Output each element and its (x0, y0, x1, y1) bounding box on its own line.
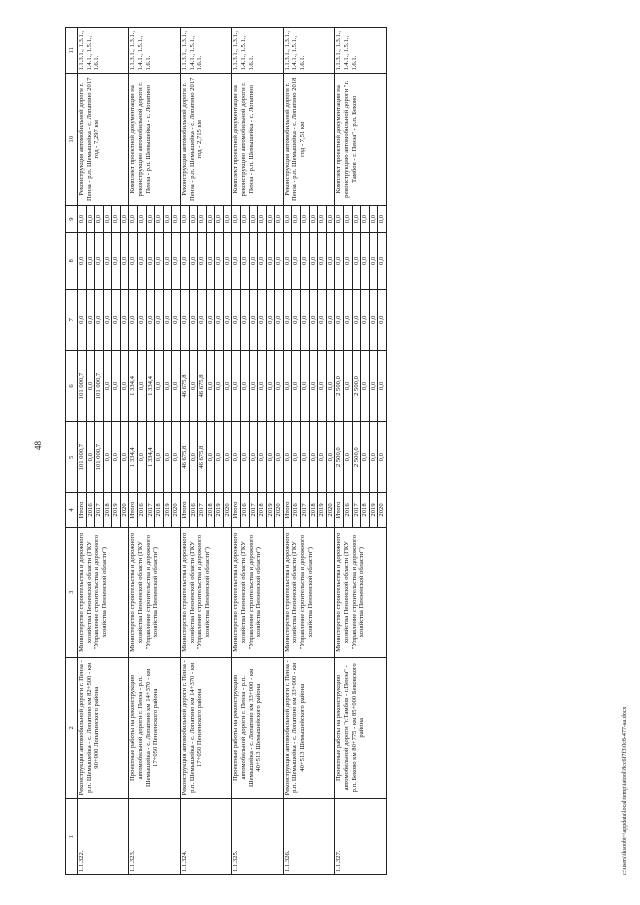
value-cell: 0,0 (163, 233, 172, 289)
col-header: 5 (66, 422, 78, 493)
value-cell: 0,0 (283, 206, 292, 233)
value-cell: 0,0 (103, 233, 112, 289)
year-cell: 2018 (103, 493, 112, 527)
year-cell: 2017 (352, 493, 361, 527)
year-cell: 2018 (258, 493, 267, 527)
year-cell: 2020 (223, 493, 232, 527)
value-cell: 0,0 (378, 422, 387, 493)
year-cell: 2019 (163, 493, 172, 527)
footer-file-path: c:\users\iksoobi~\appdata\local\temp\iatool\8cc6f7f3\0c8-477-aa.docx (622, 706, 628, 875)
value-cell: 0,0 (309, 289, 318, 350)
value-cell: 0,0 (343, 350, 352, 421)
table-body (78, 28, 387, 875)
value-cell: 0,0 (318, 350, 327, 421)
year-cell: 2016 (343, 493, 352, 527)
item-indicators: 1.1.3.1., 1.3.1., 1.4.1., 1.5.1., 1.6.1. (129, 28, 180, 74)
value-cell: 0,0 (223, 422, 232, 493)
table-row (180, 28, 189, 875)
value-cell: 0,0 (163, 289, 172, 350)
value-cell: 0,0 (343, 206, 352, 233)
value-cell: 0,0 (301, 206, 310, 233)
value-cell: 0,0 (215, 233, 224, 289)
value-cell: 0,0 (292, 289, 301, 350)
value-cell: 0,0 (120, 206, 129, 233)
item-indicators: 1.1.3.1., 1.3.1., 1.4.1., 1.5.1., 1.6.1. (78, 28, 129, 74)
value-cell: 0,0 (258, 350, 267, 421)
value-cell: 0,0 (378, 350, 387, 421)
value-cell: 0,0 (292, 350, 301, 421)
value-cell: 0,0 (258, 422, 267, 493)
value-cell: 0,0 (352, 206, 361, 233)
value-cell: 0,0 (266, 206, 275, 233)
value-cell: 46 675,8 (180, 350, 189, 421)
value-cell: 0,0 (240, 289, 249, 350)
value-cell: 0,0 (223, 350, 232, 421)
value-cell: 0,0 (103, 289, 112, 350)
item-indicators: 1.1.3.1., 1.3.1., 1.4.1., 1.5.1., 1.6.1. (232, 28, 283, 74)
value-cell: 0,0 (275, 350, 284, 421)
page-number: 48 (33, 441, 43, 450)
value-cell: 0,0 (138, 422, 147, 493)
item-name: Реконструкция автомобильной дороги г. Пенза - р.п. Шемышейка - с. Лопатино км 33+000 - км 40+513 Шемышейского района (283, 657, 334, 798)
value-cell: 0,0 (318, 289, 327, 350)
value-cell: 0,0 (120, 350, 129, 421)
value-cell: 0,0 (172, 422, 181, 493)
value-cell: 0,0 (163, 422, 172, 493)
value-cell: 0,0 (198, 206, 207, 233)
year-cell: 2020 (172, 493, 181, 527)
item-executor: Министерство строительства и дорожного хозяйства Пензенской области (ГКУ "Управление строительства и дорожного хозяйства Пензенской области") (180, 527, 231, 657)
value-cell: 0,0 (318, 233, 327, 289)
value-cell: 0,0 (335, 233, 344, 289)
year-cell: 2020 (275, 493, 284, 527)
year-cell: 2019 (215, 493, 224, 527)
value-cell: 0,0 (361, 422, 370, 493)
value-cell: 0,0 (146, 289, 155, 350)
value-cell: 0,0 (266, 233, 275, 289)
value-cell: 0,0 (361, 206, 370, 233)
value-cell: 0,0 (78, 289, 87, 350)
value-cell: 0,0 (78, 206, 87, 233)
value-cell: 1 334,4 (146, 350, 155, 421)
value-cell: 0,0 (326, 233, 335, 289)
year-cell: 2017 (249, 493, 258, 527)
value-cell: 0,0 (206, 289, 215, 350)
col-header: 6 (66, 350, 78, 421)
year-cell: Итого (78, 493, 87, 527)
value-cell: 0,0 (189, 206, 198, 233)
table-row (129, 28, 138, 875)
value-cell: 0,0 (129, 289, 138, 350)
value-cell: 0,0 (189, 289, 198, 350)
value-cell: 0,0 (240, 350, 249, 421)
item-result: Реконструкция автомобильной дороги г. Пенза - р.п. Шемышейка - с. Лопатино 2018 год - 7,51 км (283, 73, 334, 206)
value-cell: 0,0 (292, 422, 301, 493)
col-header: 9 (66, 206, 78, 233)
year-cell: 2020 (326, 493, 335, 527)
value-cell: 0,0 (180, 289, 189, 350)
item-name: Реконструкция автомобильной дороги г. Пенза - р.п. Шемышейка - с. Лопатино км 82+500 - км 90+000 Лопатинского района (78, 657, 129, 798)
value-cell: 0,0 (292, 233, 301, 289)
value-cell: 0,0 (112, 206, 121, 233)
year-cell: 2018 (309, 493, 318, 527)
value-cell: 0,0 (215, 422, 224, 493)
value-cell: 0,0 (138, 233, 147, 289)
value-cell: 101 000,7 (78, 422, 87, 493)
value-cell: 0,0 (249, 206, 258, 233)
item-name: Проектные работы на реконструкцию автомобильной дороги г. Пенза - р.п. Шемышейка - с. Лопатино км 14+370 - км 17+050 Пензенского района (129, 657, 180, 798)
year-cell: 2019 (266, 493, 275, 527)
year-cell: 2016 (240, 493, 249, 527)
year-cell: Итого (283, 493, 292, 527)
value-cell: 0,0 (215, 289, 224, 350)
value-cell: 0,0 (343, 289, 352, 350)
value-cell: 0,0 (95, 233, 104, 289)
value-cell: 0,0 (326, 422, 335, 493)
item-executor: Министерство строительства и дорожного хозяйства Пензенской области (ГКУ "Управление строительства и дорожного хозяйства Пензенской области") (232, 527, 283, 657)
value-cell: 0,0 (240, 206, 249, 233)
table-row (232, 28, 241, 875)
value-cell: 0,0 (138, 206, 147, 233)
value-cell: 0,0 (86, 233, 95, 289)
item-result: Комплект проектной документации на реконструкцию автомобильной дороги г. Пенза - р.п. Шемышейка - с. Лопатино (129, 73, 180, 206)
value-cell: 0,0 (369, 422, 378, 493)
item-number: 1.1.324. (180, 798, 231, 874)
value-cell: 0,0 (309, 422, 318, 493)
value-cell: 0,0 (163, 350, 172, 421)
year-cell: 2017 (198, 493, 207, 527)
item-executor: Министерство строительства и дорожного хозяйства Пензенской области (ГКУ "Управление строительства и дорожного хозяйства Пензенской области") (129, 527, 180, 657)
value-cell: 0,0 (112, 350, 121, 421)
value-cell: 0,0 (240, 233, 249, 289)
col-header: 1 (66, 798, 78, 874)
year-cell: 2017 (95, 493, 104, 527)
value-cell: 0,0 (275, 289, 284, 350)
item-result: Реконструкция автомобильной дороги г. Пенза - р.п. Шемышейка - с. Лопатино 2017 год - 7,297 км (78, 73, 129, 206)
value-cell: 0,0 (103, 206, 112, 233)
item-result: Реконструкция автомобильной дороги г. Пенза - р.п. Шемышейка - с. Лопатино 2017 год - 2,715 км (180, 73, 231, 206)
value-cell: 0,0 (206, 233, 215, 289)
item-result: Комплект проектной документации на реконструкцию автомобильной дороги "г. Тамбов - г. Пенза" - р.п. Беково (335, 73, 386, 206)
value-cell: 0,0 (343, 233, 352, 289)
value-cell: 0,0 (232, 422, 241, 493)
item-number: 1.1.327. (335, 798, 386, 874)
col-header: 11 (66, 28, 78, 74)
value-cell: 0,0 (361, 233, 370, 289)
value-cell: 0,0 (283, 422, 292, 493)
year-cell: 2017 (301, 493, 310, 527)
value-cell: 0,0 (95, 206, 104, 233)
value-cell: 0,0 (189, 422, 198, 493)
year-cell: 2019 (112, 493, 121, 527)
value-cell: 0,0 (129, 206, 138, 233)
value-cell: 0,0 (326, 350, 335, 421)
value-cell: 0,0 (112, 289, 121, 350)
value-cell: 0,0 (172, 206, 181, 233)
year-cell: 2016 (292, 493, 301, 527)
col-header: 4 (66, 493, 78, 527)
value-cell: 0,0 (155, 289, 164, 350)
value-cell: 0,0 (86, 422, 95, 493)
value-cell: 0,0 (283, 233, 292, 289)
value-cell: 0,0 (309, 350, 318, 421)
value-cell: 0,0 (301, 233, 310, 289)
value-cell: 0,0 (138, 350, 147, 421)
value-cell: 0,0 (163, 206, 172, 233)
value-cell: 46 675,8 (198, 422, 207, 493)
value-cell: 0,0 (103, 422, 112, 493)
item-executor: Министерство строительства и дорожного хозяйства Пензенской области (ГКУ "Управление строительства и дорожного хозяйства Пензенской области") (283, 527, 334, 657)
value-cell: 0,0 (249, 289, 258, 350)
value-cell: 0,0 (155, 422, 164, 493)
value-cell: 0,0 (223, 233, 232, 289)
value-cell: 1 334,4 (129, 350, 138, 421)
year-cell: 2018 (361, 493, 370, 527)
value-cell: 0,0 (378, 233, 387, 289)
item-number: 1.1.323. (129, 798, 180, 874)
item-number: 1.1.326. (283, 798, 334, 874)
value-cell: 0,0 (86, 350, 95, 421)
value-cell: 0,0 (318, 206, 327, 233)
year-cell: 2016 (189, 493, 198, 527)
value-cell: 2 500,0 (335, 350, 344, 421)
item-name: Проектные работы на реконструкцию автомобильной дороги г. Пенза - р.п. Шемышейка - с. Лопатино км 33+000 - км 40+513 Шемышейского района (232, 657, 283, 798)
value-cell: 0,0 (206, 422, 215, 493)
value-cell: 0,0 (206, 350, 215, 421)
year-cell: 2018 (155, 493, 164, 527)
value-cell: 0,0 (232, 233, 241, 289)
value-cell: 0,0 (155, 350, 164, 421)
value-cell: 0,0 (112, 233, 121, 289)
value-cell: 0,0 (343, 422, 352, 493)
value-cell: 0,0 (369, 233, 378, 289)
table-row (283, 28, 292, 875)
year-cell: 2019 (369, 493, 378, 527)
value-cell: 0,0 (180, 206, 189, 233)
col-header: 10 (66, 73, 78, 206)
value-cell: 2 500,0 (352, 350, 361, 421)
value-cell: 0,0 (275, 233, 284, 289)
value-cell: 0,0 (172, 289, 181, 350)
value-cell: 0,0 (258, 233, 267, 289)
value-cell: 0,0 (155, 206, 164, 233)
value-cell: 101 000,7 (78, 350, 87, 421)
value-cell: 0,0 (352, 233, 361, 289)
value-cell: 46 675,8 (198, 350, 207, 421)
value-cell: 0,0 (283, 350, 292, 421)
value-cell: 101 000,7 (95, 350, 104, 421)
value-cell: 0,0 (301, 422, 310, 493)
value-cell: 0,0 (266, 422, 275, 493)
value-cell: 0,0 (258, 206, 267, 233)
year-cell: Итого (232, 493, 241, 527)
value-cell: 0,0 (309, 233, 318, 289)
value-cell: 0,0 (232, 350, 241, 421)
value-cell: 1 334,4 (146, 422, 155, 493)
table-row (78, 28, 87, 875)
value-cell: 0,0 (326, 206, 335, 233)
value-cell: 0,0 (326, 289, 335, 350)
year-cell: 2016 (138, 493, 147, 527)
value-cell: 0,0 (266, 350, 275, 421)
value-cell: 0,0 (378, 206, 387, 233)
column-number-row (66, 28, 78, 875)
value-cell: 0,0 (283, 289, 292, 350)
year-cell: 2016 (86, 493, 95, 527)
value-cell: 0,0 (189, 233, 198, 289)
value-cell: 0,0 (361, 289, 370, 350)
value-cell: 0,0 (223, 289, 232, 350)
value-cell: 0,0 (292, 206, 301, 233)
year-cell: 2019 (318, 493, 327, 527)
year-cell: 2017 (146, 493, 155, 527)
value-cell: 0,0 (95, 289, 104, 350)
value-cell: 1 334,4 (129, 422, 138, 493)
table-row (335, 28, 344, 875)
year-cell: Итого (129, 493, 138, 527)
value-cell: 0,0 (146, 206, 155, 233)
value-cell: 0,0 (120, 233, 129, 289)
value-cell: 101 000,7 (95, 422, 104, 493)
item-executor: Министерство строительства и дорожного хозяйства Пензенской области (ГКУ "Управление строительства и дорожного хозяйства Пензенской области") (78, 527, 129, 657)
value-cell: 2 500,0 (352, 422, 361, 493)
value-cell: 0,0 (361, 350, 370, 421)
value-cell: 0,0 (318, 422, 327, 493)
main-table (65, 27, 387, 875)
item-number: 1.1.322. (78, 798, 129, 874)
item-indicators: 1.1.3.1., 1.3.1., 1.4.1., 1.5.1., 1.6.1. (283, 28, 334, 74)
value-cell: 0,0 (275, 206, 284, 233)
value-cell: 0,0 (120, 422, 129, 493)
value-cell: 0,0 (112, 422, 121, 493)
value-cell: 0,0 (258, 289, 267, 350)
col-header: 7 (66, 289, 78, 350)
item-result: Комплект проектной документации на реконструкцию автомобильной дороги г. Пенза - р.п. Шемышейка - с. Лопатино (232, 73, 283, 206)
value-cell: 0,0 (215, 350, 224, 421)
col-header: 8 (66, 233, 78, 289)
item-indicators: 1.1.3.1., 1.3.1., 1.4.1., 1.5.1., 1.6.1. (180, 28, 231, 74)
value-cell: 0,0 (206, 206, 215, 233)
value-cell: 0,0 (138, 289, 147, 350)
value-cell: 0,0 (301, 289, 310, 350)
value-cell: 0,0 (129, 233, 138, 289)
value-cell: 0,0 (189, 350, 198, 421)
value-cell: 0,0 (369, 350, 378, 421)
value-cell: 0,0 (249, 422, 258, 493)
value-cell: 0,0 (215, 206, 224, 233)
year-cell: Итого (335, 493, 344, 527)
value-cell: 0,0 (240, 422, 249, 493)
value-cell: 0,0 (198, 233, 207, 289)
value-cell: 0,0 (103, 350, 112, 421)
year-cell: 2018 (206, 493, 215, 527)
value-cell: 0,0 (378, 289, 387, 350)
value-cell: 0,0 (232, 289, 241, 350)
item-indicators: 1.1.3.1., 1.3.1., 1.4.1., 1.5.1., 1.6.1. (335, 28, 386, 74)
value-cell: 0,0 (301, 350, 310, 421)
year-cell: Итого (180, 493, 189, 527)
value-cell: 0,0 (309, 206, 318, 233)
value-cell: 0,0 (249, 233, 258, 289)
value-cell: 0,0 (232, 206, 241, 233)
value-cell: 0,0 (78, 233, 87, 289)
value-cell: 0,0 (180, 233, 189, 289)
col-header: 3 (66, 527, 78, 657)
value-cell: 0,0 (86, 206, 95, 233)
value-cell: 0,0 (120, 289, 129, 350)
value-cell: 0,0 (249, 350, 258, 421)
value-cell: 0,0 (335, 206, 344, 233)
value-cell: 0,0 (369, 289, 378, 350)
value-cell: 0,0 (86, 289, 95, 350)
value-cell: 0,0 (352, 289, 361, 350)
year-cell: 2020 (378, 493, 387, 527)
value-cell: 0,0 (155, 233, 164, 289)
item-name: Проектные работы на реконструкцию автомобильной дороги "г.Тамбов - г.Пенза" - р.п. Беково км 80+775 - км 85+000 Бековского района (335, 657, 386, 798)
value-cell: 0,0 (223, 206, 232, 233)
value-cell: 0,0 (198, 289, 207, 350)
value-cell: 0,0 (335, 289, 344, 350)
value-cell: 0,0 (369, 206, 378, 233)
value-cell: 0,0 (146, 233, 155, 289)
col-header: 2 (66, 657, 78, 798)
year-cell: 2020 (120, 493, 129, 527)
value-cell: 0,0 (172, 350, 181, 421)
item-number: 1.1.325. (232, 798, 283, 874)
value-cell: 2 500,0 (335, 422, 344, 493)
value-cell: 0,0 (266, 289, 275, 350)
item-name: Реконструкция автомобильной дороги г. Пенза - р.п. Шемышейка - с. Лопатино км 14+370 - км 17+050 Пензенского района (180, 657, 231, 798)
value-cell: 46 675,8 (180, 422, 189, 493)
value-cell: 0,0 (275, 422, 284, 493)
value-cell: 0,0 (172, 233, 181, 289)
item-executor: Министерство строительства и дорожного хозяйства Пензенской области (ГКУ "Управление строительства и дорожного хозяйства Пензенской области") (335, 527, 386, 657)
